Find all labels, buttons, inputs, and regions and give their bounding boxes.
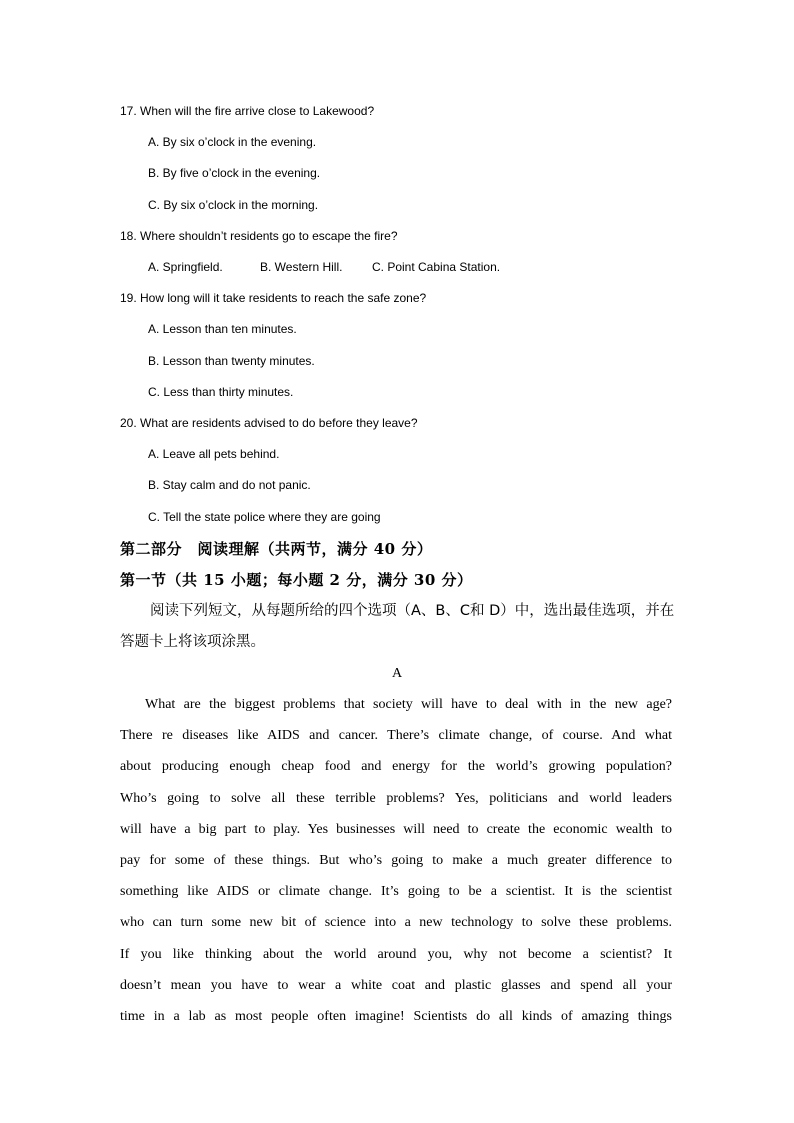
passage-line: Who’s going to solve all these terrible problems? Yes, politicians and world leaders — [120, 791, 672, 806]
question-20-option-c: C. Tell the state police where they are going — [148, 510, 381, 524]
passage-line: time in a lab as most people often imagine! Scientists do all kinds of amazing things — [120, 1009, 672, 1024]
passage-line: What are the biggest problems that society will have to deal with in the new age? — [145, 697, 672, 712]
question-20: 20. What are residents advised to do before they leave? — [120, 416, 418, 430]
question-19: 19. How long will it take residents to reach the safe zone? — [120, 291, 427, 305]
instructions: 阅读下列短文，从每题所给的四个选项（A、B、C和 D）中，选出最佳选项，并在答题卡上将该项涂黑。 — [120, 603, 675, 650]
question-18-option-a: A. Springfield. — [148, 260, 223, 274]
question-20-option-a: A. Leave all pets behind. — [148, 447, 280, 461]
question-18-option-b: B. Western Hill. — [260, 260, 343, 274]
question-17-option-a: A. By six o’clock in the evening. — [148, 135, 317, 149]
passage-line: about producing enough cheap food and energy for the world’s growing population? — [120, 759, 672, 774]
question-19-option-a: A. Lesson than ten minutes. — [148, 322, 297, 336]
passage-line: will have a big part to play. Yes businesses will need to create the economic wealth to — [120, 822, 672, 837]
passage-line: pay for some of these things. But who’s going to make a much greater difference to — [120, 853, 672, 868]
question-18-option-c: C. Point Cabina Station. — [372, 260, 501, 274]
passage-line: something like AIDS or climate change. It’s going to be a scientist. It is the scientist — [120, 884, 672, 899]
question-17-option-b: B. By five o’clock in the evening. — [148, 166, 321, 180]
passage-line: who can turn some new bit of science into a new technology to solve these problems. — [120, 915, 672, 930]
question-17-option-c: C. By six o’clock in the morning. — [148, 198, 319, 212]
section-title: 第一节（共 15 小题；每小题 2 分，满分 30 分） — [120, 571, 473, 589]
question-20-option-b: B. Stay calm and do not panic. — [148, 478, 311, 492]
passage-line: doesn’t mean you have to wear a white coat and plastic glasses and spend all your — [120, 978, 672, 993]
question-19-option-c: C. Less than thirty minutes. — [148, 385, 294, 399]
passage-line: There re diseases like AIDS and cancer. There’s climate change, of course. And what — [120, 728, 672, 743]
question-18: 18. Where shouldn’t residents go to escape the fire? — [120, 229, 398, 243]
question-17: 17. When will the fire arrive close to Lakewood? — [120, 104, 375, 118]
question-19-option-b: B. Lesson than twenty minutes. — [148, 354, 315, 368]
part-title: 第二部分 阅读理解（共两节，满分 40 分） — [120, 540, 433, 558]
passage-line: If you like thinking about the world around you, why not become a scientist? It — [120, 947, 672, 962]
passage-label: A — [391, 666, 403, 681]
